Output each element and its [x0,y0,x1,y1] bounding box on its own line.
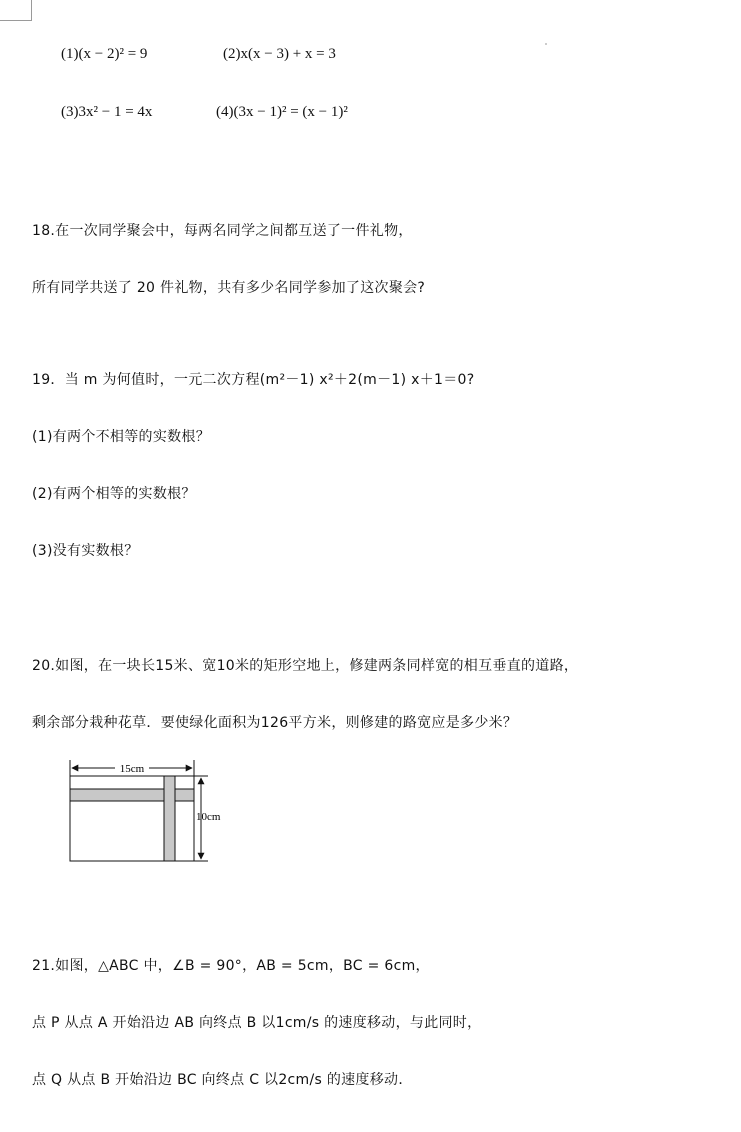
vertical-road [164,776,175,861]
equation-4-label: (4) [216,104,234,120]
road-figure [60,756,240,866]
q19-line-1: 19．当 m 为何值时，一元二次方程(m²－1) x²＋2(m－1) x＋1＝0? [32,372,475,388]
height-label: 10cm [196,811,221,823]
q21-line-2: 点 P 从点 A 开始沿边 AB 向终点 B 以1cm/s 的速度移动，与此同时， [32,1015,482,1031]
road-intersection [165,790,174,800]
equation-3-label: (3) [61,104,79,120]
equation-2 [223,46,336,63]
equation-2-label: (2) [223,46,241,62]
equation-4 [216,104,348,121]
page-corner-mark [0,0,32,21]
q18-line-1: 18.在一次同学聚会中，每两名同学之间都互送了一件礼物， [32,223,413,239]
equation-1-text: (x − 2)² = 9 [78,46,148,62]
q19-sub-3: (3)没有实数根？ [32,543,139,559]
equation-2-text: x(x − 3) + x = 3 [240,46,336,62]
equation-4-text: (3x − 1)² = (x − 1)² [233,104,348,120]
q21-line-1: 21.如图，△ABC 中，∠B = 90°，AB = 5cm，BC = 6cm， [32,958,430,974]
width-label: 15cm [119,763,145,775]
equation-3 [61,104,152,121]
q18-line-2: 所有同学共送了 20 件礼物，共有多少名同学参加了这次聚会? [32,280,426,296]
q19-sub-2: (2)有两个相等的实数根？ [32,486,196,502]
q20-line-1: 20.如图，在一块长15米、宽10米的矩形空地上，修建两条同样宽的相互垂直的道路， [32,658,579,674]
q19-sub-1: (1)有两个不相等的实数根？ [32,429,211,445]
equation-3-text: 3x² − 1 = 4x [78,104,153,120]
q21-line-3: 点 Q 从点 B 开始沿边 BC 向终点 C 以2cm/s 的速度移动． [32,1072,413,1088]
equation-1 [61,46,147,63]
q20-line-2: 剩余部分栽种花草．要使绿化面积为126平方米，则修建的路宽应是多少米？ [32,715,518,731]
equation-1-label: (1) [61,46,79,62]
stray-dot [545,43,547,45]
